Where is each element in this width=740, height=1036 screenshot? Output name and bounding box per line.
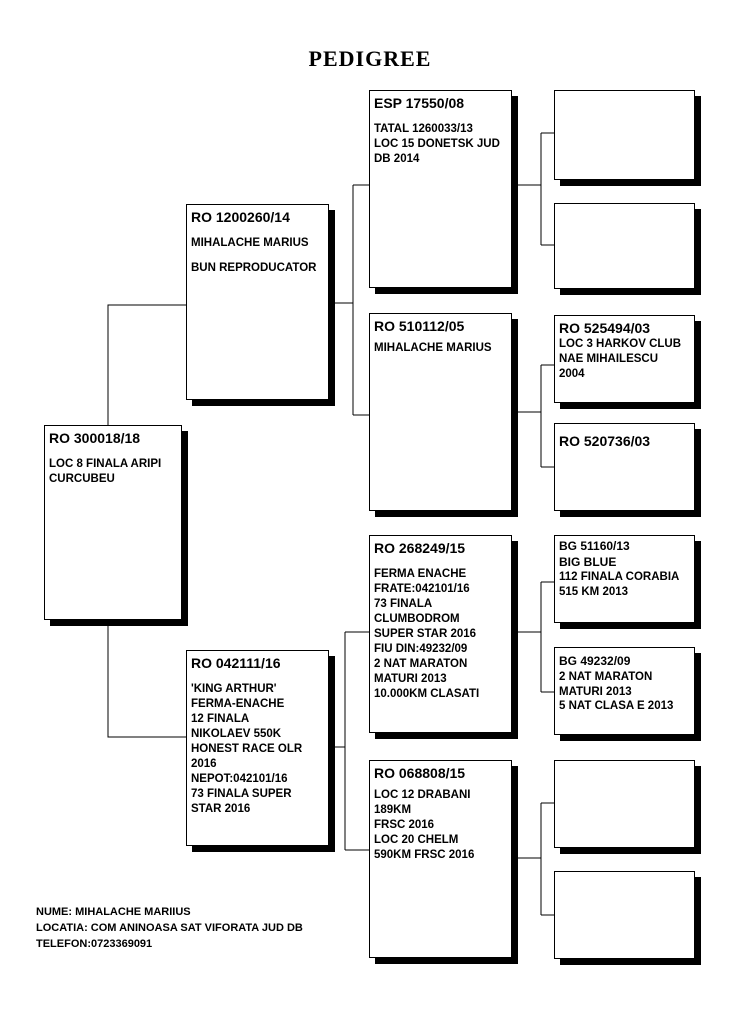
connector-bird-dam (108, 620, 186, 737)
pedigree-gg4-card (554, 423, 695, 511)
bird-line: LOC 8 FINALA ARIPI (49, 458, 162, 471)
sire-sire-line: LOC 15 DONETSK JUD (374, 138, 500, 151)
dam-sire-line: FRATE:042101/16 (374, 583, 470, 596)
dam-dam-line: LOC 12 DRABANI (374, 789, 471, 802)
sire-line: BUN REPRODUCATOR (191, 262, 317, 275)
dam-dam-line: 590KM FRSC 2016 (374, 848, 475, 861)
pedigree-sire-sire-card (369, 90, 512, 288)
pedigree-dam-dam-card (369, 760, 512, 958)
gg4-ring: RO 520736/03 (559, 433, 651, 449)
dam-sire-line: FERMA ENACHE (374, 568, 467, 581)
gg5-ring: BG 51160/13 (559, 539, 630, 553)
gg6-line: MATURI 2013 (559, 685, 632, 698)
gg5-line: BIG BLUE (559, 554, 617, 569)
gg5-line: 112 FINALA CORABIA (559, 571, 680, 584)
sire-sire-line: DB 2014 (374, 153, 420, 166)
dam-line: FERMA-ENACHE (191, 698, 285, 711)
owner-name: NUME: MIHALACHE MARIIUS (36, 906, 191, 918)
pedigree-gg8-card (554, 871, 695, 959)
dam-sire-line: MATURI 2013 (374, 672, 447, 685)
sire-sire-ring: ESP 17550/08 (374, 95, 465, 111)
pedigree-dam-sire-card (369, 535, 512, 733)
sire-dam-line: MIHALACHE MARIUS (374, 342, 492, 355)
dam-line: 73 FINALA SUPER (191, 787, 292, 800)
owner-info (36, 905, 303, 953)
pedigree-gg2-card (554, 203, 695, 289)
connector-bird-sire (108, 305, 186, 425)
gg6-ring: BG 49232/09 (559, 654, 631, 668)
dam-dam-ring: RO 068808/15 (374, 765, 466, 781)
sire-dam-ring: RO 510112/05 (374, 318, 465, 334)
pedigree-bird-card (44, 425, 182, 620)
gg3-ring: RO 525494/03 (559, 320, 651, 336)
gg3-line: LOC 3 HARKOV CLUB (559, 338, 682, 351)
pedigree-sire-card (186, 204, 329, 400)
dam-line: HONEST RACE OLR (191, 742, 303, 755)
dam-sire-line: 73 FINALA (374, 598, 433, 611)
dam-line: NIKOLAEV 550K (191, 728, 282, 740)
dam-ring: RO 042111/16 (191, 655, 281, 671)
dam-sire-line: FIU DIN:49232/09 (374, 642, 468, 655)
gg3-line: 2004 (559, 368, 585, 381)
sire-line: MIHALACHE MARIUS (191, 237, 309, 250)
dam-sire-line: 2 NAT MARATON (374, 657, 468, 670)
dam-sire-line: SUPER STAR 2016 (374, 627, 477, 640)
dam-sire-line: CLUMBODROM (374, 613, 460, 625)
pedigree-gg3-card (554, 315, 695, 403)
bird-ring: RO 300018/18 (49, 430, 141, 446)
gg3-line: NAE MIHAILESCU (559, 353, 659, 366)
pedigree-gg1-card (554, 90, 695, 180)
dam-dam-line: 189KM (374, 804, 412, 817)
gg6-line: 2 NAT MARATON (559, 670, 653, 683)
owner-phone: TELEFON:0723369091 (36, 937, 153, 950)
dam-line: NEPOT:042101/16 (191, 772, 288, 785)
sire-sire-line: TATAL 1260033/13 (374, 123, 473, 136)
dam-line: 12 FINALA (191, 713, 250, 726)
dam-dam-line: LOC 20 CHELM (374, 834, 459, 846)
dam-line: 2016 (191, 757, 217, 770)
page-title: PEDIGREE (308, 46, 432, 71)
sire-ring: RO 1200260/14 (191, 209, 290, 225)
dam-dam-line: FRSC 2016 (374, 819, 435, 832)
pedigree-gg5-card (554, 535, 695, 623)
pedigree-sire-dam-card (369, 313, 512, 511)
gg6-line: 5 NAT CLASA E 2013 (559, 700, 674, 713)
dam-line: 'KING ARTHUR' (191, 683, 277, 696)
owner-location: LOCATIA: COM ANINOASA SAT VIFORATA JUD DB (36, 921, 303, 934)
dam-line: STAR 2016 (191, 802, 251, 815)
gg5-line: 515 KM 2013 (559, 586, 629, 599)
pedigree-dam-card (186, 650, 329, 846)
pedigree-gg6-card (554, 647, 695, 735)
dam-sire-ring: RO 268249/15 (374, 540, 466, 556)
bird-line: CURCUBEU (49, 473, 115, 486)
dam-sire-line: 10.000KM CLASATI (374, 687, 480, 700)
pedigree-gg7-card (554, 760, 695, 848)
